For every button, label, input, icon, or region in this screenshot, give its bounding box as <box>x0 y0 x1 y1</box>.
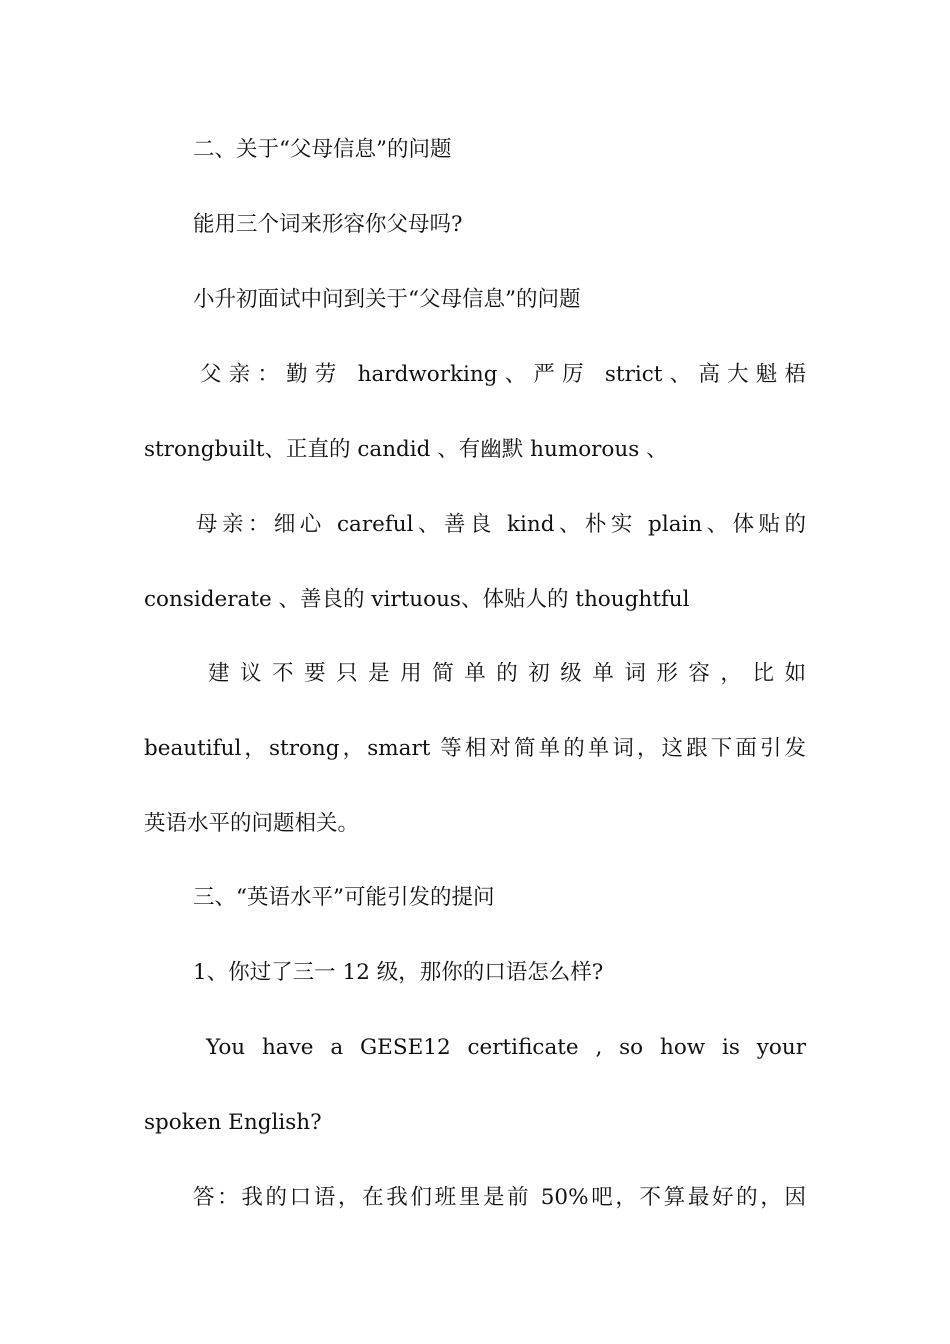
advice-line-1: 建议不要只是用简单的初级单词形容，比如 <box>208 661 806 686</box>
advice-line-3: 英语水平的问题相关。 <box>144 811 360 836</box>
section-heading-parents: 二、关于“父母信息”的问题 <box>193 137 452 162</box>
mother-adjectives-line-1: 母亲：细心 careful、善良 kind、朴实 plain、体贴的 <box>196 512 806 537</box>
advice-line-2: beautiful，strong，smart 等相对简单的单词，这跟下面引发 <box>144 736 806 761</box>
question-describe-parents: 能用三个词来形容你父母吗? <box>193 212 463 237</box>
question-1-chinese: 1、你过了三一 12 级，那你的口语怎么样? <box>193 960 604 985</box>
father-adjectives-line-1: 父亲：勤劳 hardworking、严厉 strict、高大魁梧 <box>200 362 806 387</box>
father-adjectives-line-2: strongbuilt、正直的 candid 、有幽默 humorous 、 <box>144 437 668 462</box>
question-1-english-line-2: spoken English? <box>144 1110 322 1135</box>
subheading-parents-info: 小升初面试中问到关于“父母信息”的问题 <box>193 287 581 312</box>
section-heading-english-level: 三、“英语水平”可能引发的提问 <box>193 885 495 910</box>
mother-adjectives-line-2: considerate 、善良的 virtuous、体贴人的 thoughtful <box>144 587 690 612</box>
question-1-english-line-1: You have a GESE12 certificate , so how is your <box>206 1035 806 1060</box>
answer-1-line-1: 答：我的口语，在我们班里是前 50%吧，不算最好的，因 <box>193 1185 806 1210</box>
